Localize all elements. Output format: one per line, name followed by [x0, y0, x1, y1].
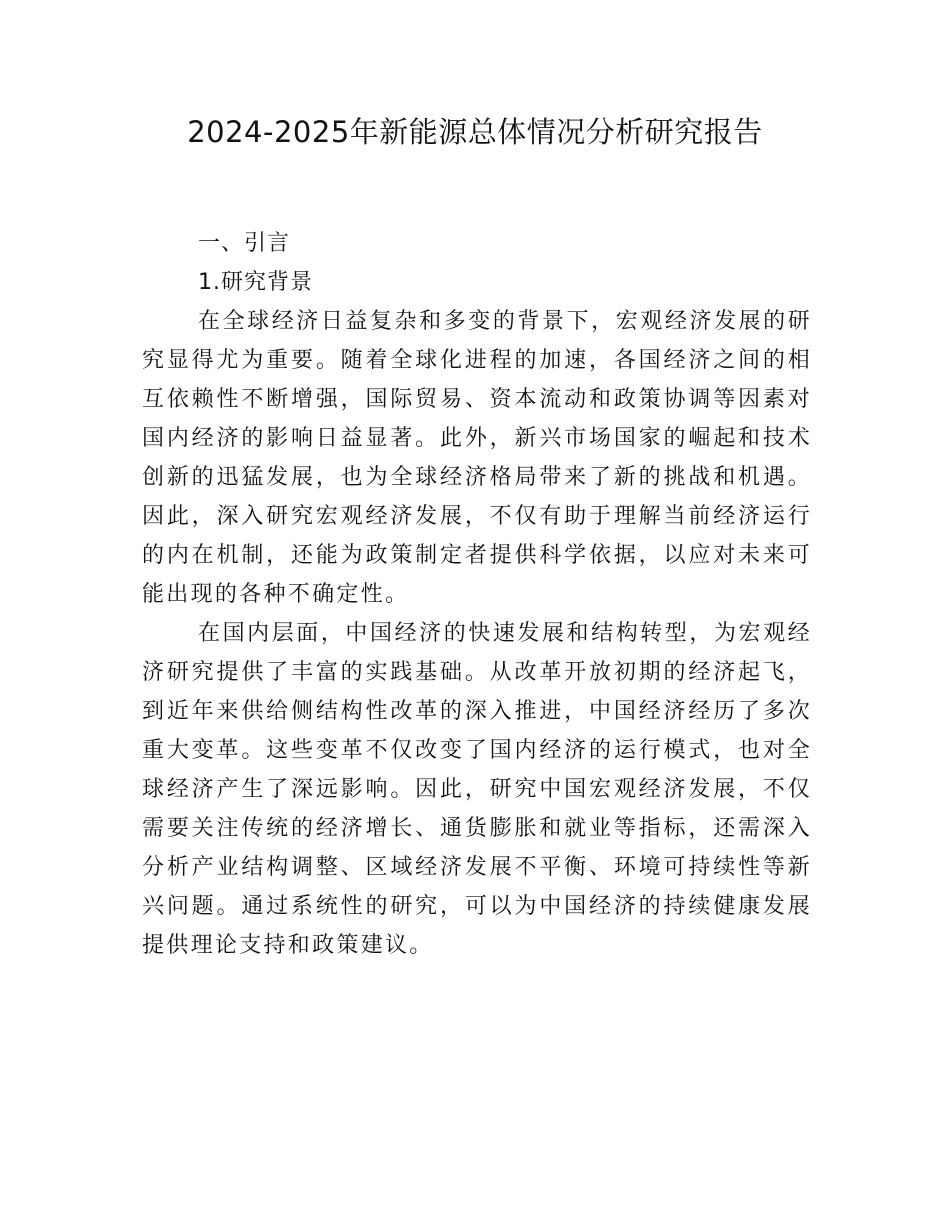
- body-paragraph: 在国内层面，中国经济的快速发展和结构转型，为宏观经济研究提供了丰富的实践基础。从改革开放初期的经济起飞，到近年来供给侧结构性改革的深入推进，中国经济经历了多次重大变革。这些变革不仅改变了国内经济的运行模式，也对全球经济产生了深远影响。因此，研究中国宏观经济发展，不仅需要关注传统的经济增长、通货膨胀和就业等指标，还需深入分析产业结构调整、区域经济发展不平衡、环境可持续性等新兴问题。通过系统性的研究，可以为中国经济的持续健康发展提供理论支持和政策建议。: [142, 621, 812, 958]
- subsection-heading: 1.研究背景: [198, 270, 313, 295]
- body-paragraph: 在全球经济日益复杂和多变的背景下，宏观经济发展的研究显得尤为重要。随着全球化进程的加速，各国经济之间的相互依赖性不断增强，国际贸易、资本流动和政策协调等因素对国内经济的影响日益显著。此外，新兴市场国家的崛起和技术创新的迅猛发展，也为全球经济格局带来了新的挑战和机遇。因此，深入研究宏观经济发展，不仅有助于理解当前经济运行的内在机制，还能为政策制定者提供科学依据，以应对未来可能出现的各种不确定性。: [142, 309, 812, 607]
- section-heading: 一、引言: [198, 231, 291, 256]
- document-body: [142, 224, 812, 965]
- document-title: 2024-2025年新能源总体情况分析研究报告: [187, 115, 763, 149]
